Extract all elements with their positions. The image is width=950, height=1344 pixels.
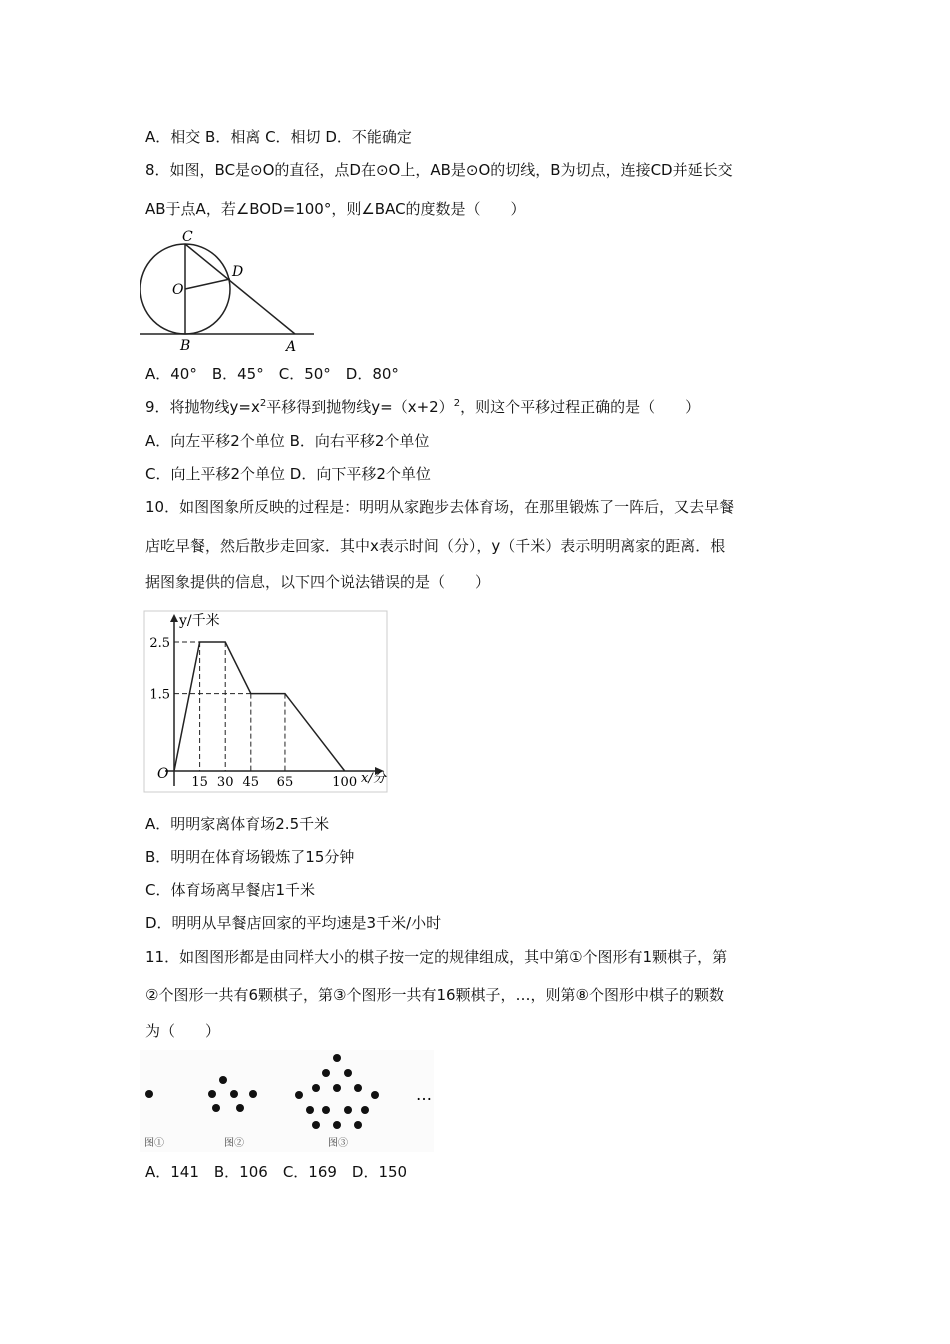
q10-stem-line1: 10．如图图象所反映的过程是：明明从家跑步去体育场，在那里锻炼了一阵后，又去早餐 (145, 498, 735, 516)
q9-stem-b: 平移得到抛物线y=（x+2） (266, 398, 454, 416)
q8-options: A．40° B．45° C．50° D．80° (145, 365, 399, 383)
x-axis-label: x/分 (361, 771, 386, 786)
q10-stem-line3: 据图象提供的信息，以下四个说法错误的是（ ） (145, 573, 491, 591)
chart-frame (144, 611, 387, 792)
y-tick-2.5: 2.5 (149, 636, 170, 651)
q10-option-a: A．明明家离体育场2.5千米 (145, 815, 330, 833)
label-fig2: 图② (224, 1138, 244, 1149)
q8-circle-figure (140, 226, 316, 354)
q11-options: A．141 B．106 C．169 D．150 (145, 1163, 408, 1181)
x-tick-45: 45 (242, 775, 260, 790)
ellipsis: … (416, 1085, 432, 1104)
q9-sup2: 2 (453, 398, 461, 409)
q9-stem (145, 397, 700, 417)
q9-stem-c: ，则这个平移过程正确的是（ ） (460, 398, 701, 416)
q11-pattern-figure (140, 1050, 440, 1154)
q10-option-b: B．明明在体育场锻炼了15分钟 (145, 848, 355, 866)
q11-stem-line1: 11．如图图形都是由同样大小的棋子按一定的规律组成，其中第①个图形有1颗棋子，第 (145, 948, 728, 966)
q9-stem-a: 9．将抛物线y=x (145, 398, 260, 416)
figure-background (140, 1050, 434, 1152)
q11-stem-line3: 为（ ） (145, 1022, 221, 1040)
x-tick-15: 15 (191, 775, 208, 790)
q10-distance-time-chart (143, 610, 389, 794)
q10-option-c: C．体育场离早餐店1千米 (145, 881, 316, 899)
x-tick-100: 100 (332, 775, 358, 790)
y-axis-arrow (170, 614, 178, 622)
q10-option-d: D．明明从早餐店回家的平均速是3千米/小时 (145, 914, 442, 932)
q8-stem-line2: AB于点A，若∠BOD=100°，则∠BAC的度数是（ ） (145, 200, 526, 218)
q7-options: A．相交 B．相离 C．相切 D．不能确定 (145, 128, 412, 146)
label-o: O (172, 282, 184, 298)
x-tick-65: 65 (276, 775, 294, 790)
q8-stem-line1: 8．如图，BC是⊙O的直径，点D在⊙O上，AB是⊙O的切线，B为切点，连接CD并延长交 (145, 161, 733, 179)
q10-stem-line2: 店吃早餐，然后散步走回家．其中x表示时间（分），y（千米）表示明明离家的距离．根 (145, 537, 726, 555)
label-c: C (182, 229, 193, 245)
segment-od (185, 279, 230, 289)
q9-sup1: 2 (259, 398, 267, 409)
q9-options-cd: C．向上平移2个单位 D．向下平移2个单位 (145, 465, 431, 483)
label-fig1: 图① (144, 1138, 164, 1149)
label-d: D (232, 264, 244, 280)
pattern-1 (145, 1090, 153, 1098)
y-tick-1.5: 1.5 (149, 687, 170, 703)
origin-label: O (157, 766, 169, 782)
label-b: B (180, 338, 191, 354)
label-fig3: 图③ (328, 1138, 348, 1149)
line-ca (185, 244, 295, 334)
y-axis-label: y/千米 (179, 613, 220, 629)
q11-stem-line2: ②个图形一共有6颗棋子，第③个图形一共有16颗棋子，…，则第⑧个图形中棋子的颗数 (145, 986, 724, 1004)
q9-options-ab: A．向左平移2个单位 B．向右平移2个单位 (145, 432, 430, 450)
label-a: A (286, 339, 297, 354)
x-tick-30: 30 (216, 775, 234, 790)
